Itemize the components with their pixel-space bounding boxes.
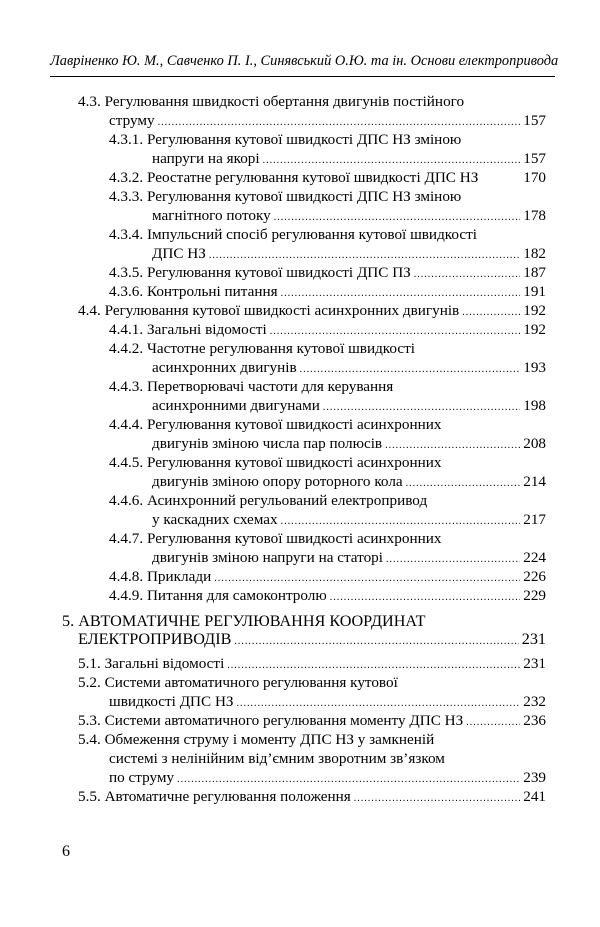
toc-entry-title: по струму [109,769,175,786]
toc-leader-dots [385,437,520,455]
toc-leader-dots [274,209,520,227]
toc-entry-title: двигунів зміною напруги на статорі [152,549,384,566]
toc-page-number: 217 [523,511,546,528]
toc-entry-title: 5. АВТОМАТИЧНЕ РЕГУЛЮВАННЯ КООРДИНАТ [62,612,426,630]
toc-entry-4-4-3 [109,378,393,396]
toc-leader-dots [270,323,521,341]
toc-page-number: 226 [523,568,546,585]
toc-page-number: 229 [523,587,546,604]
toc-entry-4-3-cont [109,112,546,132]
toc-entry-5-5 [78,788,546,808]
toc-entry-5-4 [78,731,434,749]
toc-entry-4-3-5 [109,264,546,284]
toc-entry-title: двигунів зміною числа пар полюсів [152,435,383,452]
toc-entry-4-4-1 [109,321,546,341]
toc-entry-5-1 [78,655,546,675]
toc-page-number: 231 [523,655,546,672]
toc-page-number: 191 [523,283,546,300]
toc-leader-dots [281,513,521,531]
toc-entry-4-4-5-cont [152,473,546,493]
toc-entry-4-4-9 [109,587,546,607]
toc-leader-dots [281,285,521,303]
toc-leader-dots [330,589,521,607]
toc-entry-4-4-4-cont [152,435,546,455]
toc-entry-title: 5.2. Системи автоматичного регулювання кутової [78,674,398,691]
toc-leader-dots [386,551,520,569]
toc-entry-title: 4.3. Регулювання швидкості обертання двигунів постійного [78,93,465,110]
toc-entry-4-4-3-cont [152,397,546,417]
toc-leader-dots [227,657,520,675]
toc-entry-title: 4.4.6. Асинхронний регульований електропривод [109,492,428,509]
toc-leader-dots [158,114,521,132]
toc-entry-title: 4.4. Регулювання кутової швидкості асинхронних двигунів [78,302,460,319]
toc-leader-dots [237,695,521,713]
toc-entry-5-4-cont-2 [109,769,546,789]
toc-entry-5-cont [78,630,546,651]
toc-leader-dots [234,633,518,651]
toc-leader-dots [354,790,520,808]
page-number: 6 [62,843,70,860]
toc-entry-title: 4.4.5. Регулювання кутової швидкості асинхронних [109,454,442,471]
toc-leader-dots [300,361,521,379]
toc-entry-4-3-2 [109,169,546,187]
toc-entry-title: асинхронними двигунами [152,397,320,414]
toc-entry-title: 5.3. Системи автоматичного регулювання моменту ДПС НЗ [78,712,464,729]
toc-entry-title: 4.4.9. Питання для самоконтролю [109,587,327,604]
toc-entry-title: ДПС НЗ [152,245,206,262]
toc-leader-dots [406,475,521,493]
toc-entry-5-4-cont-1 [109,750,445,768]
toc-entry-4-4-6-cont [152,511,546,531]
toc-entry-4-3 [78,93,464,111]
toc-entry-4-3-1-cont [152,150,546,170]
toc-entry-4-4-7-cont [152,549,546,569]
toc-leader-dots [414,266,520,284]
toc-entry-title: швидкості ДПС НЗ [109,693,234,710]
toc-leader-dots [323,399,520,417]
toc-entry-title: ЕЛЕКТРОПРИВОДІВ [78,630,232,648]
toc-entry-title: асинхронних двигунів [152,359,297,376]
toc-entry-4-3-6 [109,283,546,303]
toc-entry-5-3 [78,712,546,732]
toc-page-number: 198 [523,397,546,414]
toc-entry-title: 4.3.6. Контрольні питання [109,283,278,300]
toc-page-number: 192 [523,302,546,319]
toc-page-number: 241 [523,788,546,805]
toc-entry-5 [62,612,426,630]
toc-page-number: 193 [523,359,546,376]
toc-leader-dots [466,714,520,732]
toc-entry-4-4-8 [109,568,546,588]
toc-entry-4-3-4 [109,226,477,244]
toc-entry-4-4-2 [109,340,415,358]
toc-entry-title: двигунів зміною опору роторного кола [152,473,403,490]
toc-entry-title: 4.4.4. Регулювання кутової швидкості асинхронних [109,416,442,433]
toc-entry-title: 4.4.2. Частотне регулювання кутової швидкості [109,340,415,357]
running-header: Лавріненко Ю. М., Савченко П. І., Синявський О.Ю. та ін. Основи електропривода [50,53,559,69]
toc-entry-4-4-5 [109,454,441,472]
toc-entry-title: системі з нелінійним від’ємним зворотним зв’язком [109,750,445,767]
toc-page-number: 214 [523,473,546,490]
toc-page-number: 182 [523,245,546,262]
toc-entry-title: 4.4.8. Приклади [109,568,212,585]
toc-entry-4-4-7 [109,530,441,548]
toc-leader-dots [214,570,520,588]
toc-entry-4-3-3-cont [152,207,546,227]
toc-entry-title: 5.1. Загальні відомості [78,655,225,672]
toc-entry-title: 4.4.3. Перетворювачі частоти для керування [109,378,394,395]
toc-page-number: 170 [523,169,546,186]
toc-entry-4-4-6 [109,492,427,510]
toc-entry-title: магнітного потоку [152,207,271,224]
toc-entry-title: 4.3.1. Регулювання кутової швидкості ДПС НЗ зміною [109,131,462,148]
toc-page-number: 224 [523,549,546,566]
toc-entry-title: у каскадних схемах [152,511,278,528]
toc-leader-dots [462,304,520,322]
toc-page-number: 157 [523,112,546,129]
toc-entry-4-3-1 [109,131,461,149]
toc-page-number: 236 [523,712,546,729]
toc-leader-dots [263,152,521,170]
toc-entry-title: напруги на якорі [152,150,260,167]
toc-entry-title: 4.3.3. Регулювання кутової швидкості ДПС НЗ зміною [109,188,462,205]
toc-leader-dots [177,771,520,789]
toc-entry-title: 4.3.4. Імпульсний спосіб регулювання кутової швидкості [109,226,477,243]
toc-entry-title: 4.4.1. Загальні відомості [109,321,267,338]
toc-page-number: 187 [523,264,546,281]
toc-page-number: 208 [523,435,546,452]
toc-page-number: 232 [523,693,546,710]
toc-page-number: 192 [523,321,546,338]
toc-entry-title: 5.4. Обмеження струму і моменту ДПС НЗ у замкненій [78,731,435,748]
toc-entry-5-2-cont [109,693,546,713]
toc-entry-title: 4.4.7. Регулювання кутової швидкості асинхронних [109,530,442,547]
toc-entry-title: 4.3.5. Регулювання кутової швидкості ДПС ПЗ [109,264,411,281]
toc-entry-5-2 [78,674,398,692]
toc-leader-dots [209,247,520,265]
toc-entry-title: 4.3.2. Реостатне регулювання кутової швидкості ДПС НЗ [109,169,479,186]
toc-entry-title: струму [109,112,155,129]
toc-entry-4-4-4 [109,416,441,434]
toc-page-number: 239 [523,769,546,786]
toc-entry-4-3-3 [109,188,461,206]
toc-entry-4-3-4-cont [152,245,546,265]
toc-entry-4-4-2-cont [152,359,546,379]
toc-page-number: 178 [523,207,546,224]
toc-page-number: 157 [523,150,546,167]
toc-entry-4-4 [78,302,546,322]
toc-page-number: 231 [521,630,546,648]
toc-entry-title: 5.5. Автоматичне регулювання положення [78,788,351,805]
